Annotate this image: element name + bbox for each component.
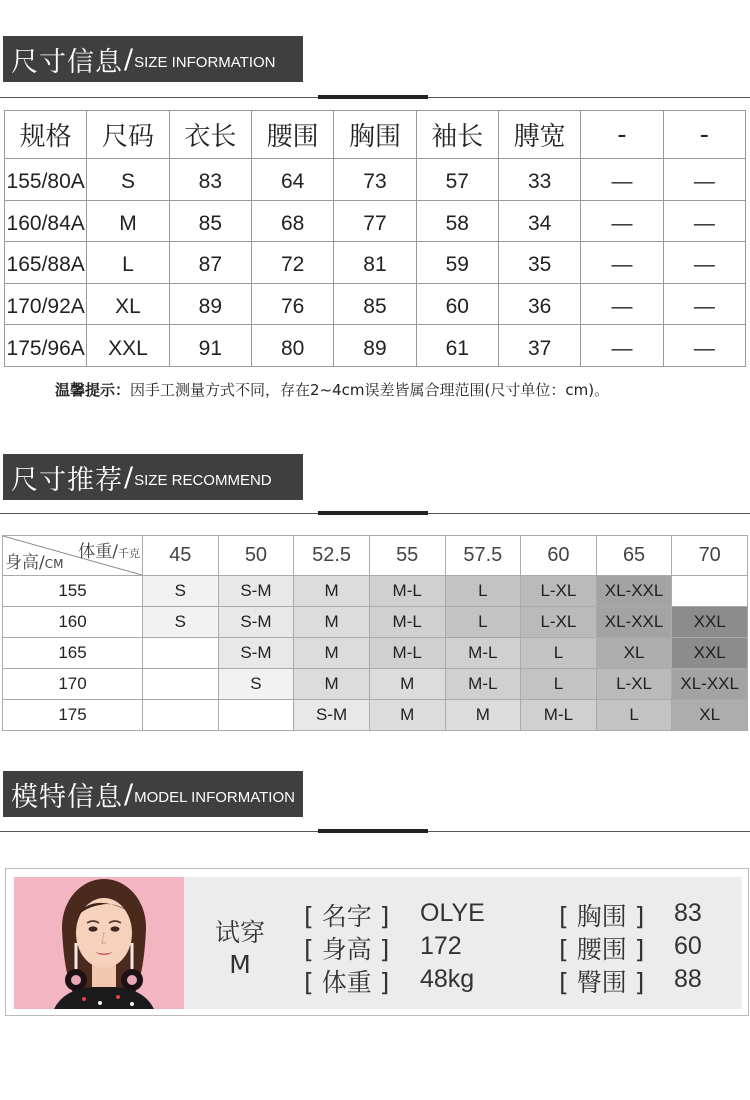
table-cell: 89 bbox=[334, 325, 416, 367]
recommend-cell: M bbox=[294, 638, 370, 669]
recommend-row bbox=[3, 700, 748, 731]
header-bust: 胸围 bbox=[334, 111, 416, 159]
recommend-cell: L bbox=[521, 638, 597, 669]
field-value-waist: 60 bbox=[674, 932, 702, 960]
table-cell: L bbox=[87, 242, 169, 284]
model-card-inner bbox=[14, 877, 742, 1009]
recommend-cell: L-XL bbox=[521, 576, 597, 607]
weight-header: 57.5 bbox=[445, 536, 521, 576]
size-recommend-title-sep: / bbox=[124, 461, 134, 493]
corner-height-label bbox=[5, 548, 63, 573]
field-label-waist: [ 腰围 ] bbox=[559, 935, 645, 964]
table-cell: 36 bbox=[498, 283, 580, 325]
recommend-cell: L-XL bbox=[596, 669, 672, 700]
table-row bbox=[5, 325, 746, 367]
field-label-hip: [ 臀围 ] bbox=[559, 968, 645, 997]
table-cell: 33 bbox=[498, 159, 580, 201]
recommend-cell: S-M bbox=[218, 638, 294, 669]
recommend-row bbox=[3, 607, 748, 638]
table-cell: 89 bbox=[169, 283, 251, 325]
height-label: 165 bbox=[3, 638, 143, 669]
weight-header: 55 bbox=[369, 536, 445, 576]
recommend-cell: XL bbox=[596, 638, 672, 669]
header-shoulder: 膊宽 bbox=[498, 111, 580, 159]
recommend-cell: L bbox=[445, 576, 521, 607]
weight-header: 50 bbox=[218, 536, 294, 576]
table-cell: 37 bbox=[498, 325, 580, 367]
recommend-cell: S bbox=[143, 576, 219, 607]
table-cell: 57 bbox=[416, 159, 498, 201]
size-recommend-title-cn: 尺寸推荐 bbox=[11, 464, 123, 496]
recommend-cell: XL-XXL bbox=[596, 607, 672, 638]
recommend-row bbox=[3, 638, 748, 669]
table-cell: — bbox=[581, 325, 663, 367]
recommend-cell: M bbox=[294, 607, 370, 638]
table-row bbox=[5, 159, 746, 201]
recommend-cell: M bbox=[369, 700, 445, 731]
tip-text: 因手工测量方式不同，存在2~4cm误差皆属合理范围(尺寸单位：cm)。 bbox=[130, 381, 610, 399]
header-waist: 腰围 bbox=[251, 111, 333, 159]
table-cell: — bbox=[663, 283, 745, 325]
height-label: 175 bbox=[3, 700, 143, 731]
recommend-cell: L-XL bbox=[521, 607, 597, 638]
table-cell: — bbox=[663, 200, 745, 242]
table-cell: S bbox=[87, 159, 169, 201]
table-cell: 170/92A bbox=[5, 283, 87, 325]
table-row bbox=[5, 283, 746, 325]
table-cell: 64 bbox=[251, 159, 333, 201]
recommend-cell: S bbox=[218, 669, 294, 700]
table-cell: 81 bbox=[334, 242, 416, 284]
recommend-cell: M-L bbox=[445, 638, 521, 669]
recommend-cell: M bbox=[294, 669, 370, 700]
corner-weight-unit: 千克 bbox=[118, 547, 140, 560]
model-info-title bbox=[3, 771, 303, 817]
recommend-cell: S-M bbox=[218, 576, 294, 607]
recommend-corner-cell bbox=[3, 536, 143, 576]
recommend-cell bbox=[143, 669, 219, 700]
table-cell: XL bbox=[87, 283, 169, 325]
field-label-bust: [ 胸围 ] bbox=[559, 902, 645, 931]
recommend-cell: M-L bbox=[521, 700, 597, 731]
model-portrait-illustration bbox=[14, 877, 184, 1009]
field-value-name: OLYE bbox=[420, 899, 485, 927]
table-cell: XXL bbox=[87, 325, 169, 367]
model-info-title-en: MODEL INFORMATION bbox=[134, 788, 295, 806]
header-blank: - bbox=[581, 111, 663, 159]
recommend-cell: L bbox=[521, 669, 597, 700]
height-label: 170 bbox=[3, 669, 143, 700]
table-cell: 60 bbox=[416, 283, 498, 325]
recommend-cell bbox=[672, 576, 748, 607]
size-recommend-table bbox=[2, 535, 748, 731]
recommend-cell bbox=[218, 700, 294, 731]
table-cell: 61 bbox=[416, 325, 498, 367]
size-info-title-en: SIZE INFORMATION bbox=[134, 53, 276, 71]
table-cell: — bbox=[581, 283, 663, 325]
size-recommend-title bbox=[3, 454, 303, 500]
recommend-cell: S bbox=[143, 607, 219, 638]
header-size: 尺码 bbox=[87, 111, 169, 159]
recommend-cell: L bbox=[596, 700, 672, 731]
try-size-value: M bbox=[229, 950, 251, 979]
corner-height-unit: CM bbox=[44, 557, 64, 571]
model-card bbox=[5, 868, 749, 1016]
field-label-weight: [ 体重 ] bbox=[304, 968, 390, 997]
table-cell: 73 bbox=[334, 159, 416, 201]
table-cell: 80 bbox=[251, 325, 333, 367]
table-cell: 165/88A bbox=[5, 242, 87, 284]
size-table bbox=[4, 110, 746, 367]
recommend-cell bbox=[143, 638, 219, 669]
corner-weight-text: 体重/ bbox=[78, 542, 118, 562]
size-info-title-cn: 尺寸信息 bbox=[11, 46, 123, 78]
table-row bbox=[5, 200, 746, 242]
table-cell: 155/80A bbox=[5, 159, 87, 201]
recommend-cell bbox=[143, 700, 219, 731]
weight-header: 65 bbox=[596, 536, 672, 576]
table-cell: 58 bbox=[416, 200, 498, 242]
field-value-weight: 48kg bbox=[420, 965, 475, 993]
height-label: 160 bbox=[3, 607, 143, 638]
size-table-header bbox=[5, 111, 746, 159]
try-label: 试穿 bbox=[214, 918, 265, 947]
field-value-hip: 88 bbox=[674, 965, 702, 993]
recommend-header-row bbox=[3, 536, 748, 576]
recommend-cell: M-L bbox=[369, 576, 445, 607]
size-recommend-title-en: SIZE RECOMMEND bbox=[134, 471, 272, 489]
recommend-cell: M bbox=[445, 700, 521, 731]
table-cell: 72 bbox=[251, 242, 333, 284]
table-cell: — bbox=[581, 200, 663, 242]
corner-height-text: 身高/ bbox=[5, 553, 45, 573]
weight-header: 45 bbox=[143, 536, 219, 576]
weight-header: 52.5 bbox=[294, 536, 370, 576]
table-cell: 91 bbox=[169, 325, 251, 367]
header-length: 衣长 bbox=[169, 111, 251, 159]
table-cell: 35 bbox=[498, 242, 580, 284]
recommend-cell: XL-XXL bbox=[672, 669, 748, 700]
corner-weight-label bbox=[78, 537, 140, 562]
recommend-row bbox=[3, 669, 748, 700]
recommend-cell: XL bbox=[672, 700, 748, 731]
recommend-cell: XXL bbox=[672, 638, 748, 669]
table-cell: 77 bbox=[334, 200, 416, 242]
height-label: 155 bbox=[3, 576, 143, 607]
header-sleeve: 袖长 bbox=[416, 111, 498, 159]
model-photo bbox=[14, 877, 184, 1009]
recommend-cell: M-L bbox=[445, 669, 521, 700]
field-label-height: [ 身高 ] bbox=[304, 935, 390, 964]
table-cell: 85 bbox=[169, 200, 251, 242]
weight-header: 70 bbox=[672, 536, 748, 576]
table-cell: 59 bbox=[416, 242, 498, 284]
field-label-name: [ 名字 ] bbox=[304, 902, 390, 931]
table-cell: — bbox=[663, 325, 745, 367]
table-cell: 76 bbox=[251, 283, 333, 325]
table-cell: 85 bbox=[334, 283, 416, 325]
table-cell: — bbox=[581, 159, 663, 201]
header-blank: - bbox=[663, 111, 745, 159]
model-info-title-cn: 模特信息 bbox=[11, 781, 123, 813]
header-spec: 规格 bbox=[5, 111, 87, 159]
recommend-cell: S-M bbox=[218, 607, 294, 638]
recommend-row bbox=[3, 576, 748, 607]
table-cell: — bbox=[663, 242, 745, 284]
divider-accent bbox=[318, 511, 428, 515]
recommend-cell: M-L bbox=[369, 607, 445, 638]
recommend-cell: XL-XXL bbox=[596, 576, 672, 607]
table-cell: 160/84A bbox=[5, 200, 87, 242]
field-value-bust: 83 bbox=[674, 899, 702, 927]
recommend-cell: XXL bbox=[672, 607, 748, 638]
table-cell: — bbox=[663, 159, 745, 201]
weight-header: 60 bbox=[521, 536, 597, 576]
table-cell: 68 bbox=[251, 200, 333, 242]
recommend-cell: L bbox=[445, 607, 521, 638]
model-try-size bbox=[210, 917, 270, 981]
tip-label: 温馨提示： bbox=[55, 381, 131, 399]
size-info-title bbox=[3, 36, 303, 82]
table-cell: 83 bbox=[169, 159, 251, 201]
table-cell: 175/96A bbox=[5, 325, 87, 367]
table-row bbox=[5, 242, 746, 284]
size-info-title-sep: / bbox=[124, 43, 134, 75]
divider-accent bbox=[318, 95, 428, 99]
model-info-title-sep: / bbox=[124, 778, 134, 810]
divider-accent bbox=[318, 829, 428, 833]
recommend-cell: M-L bbox=[369, 638, 445, 669]
table-cell: 87 bbox=[169, 242, 251, 284]
table-cell: M bbox=[87, 200, 169, 242]
field-value-height: 172 bbox=[420, 932, 462, 960]
table-cell: 34 bbox=[498, 200, 580, 242]
recommend-cell: M bbox=[369, 669, 445, 700]
recommend-cell: S-M bbox=[294, 700, 370, 731]
measurement-tip bbox=[55, 379, 609, 400]
table-cell: — bbox=[581, 242, 663, 284]
recommend-cell: M bbox=[294, 576, 370, 607]
